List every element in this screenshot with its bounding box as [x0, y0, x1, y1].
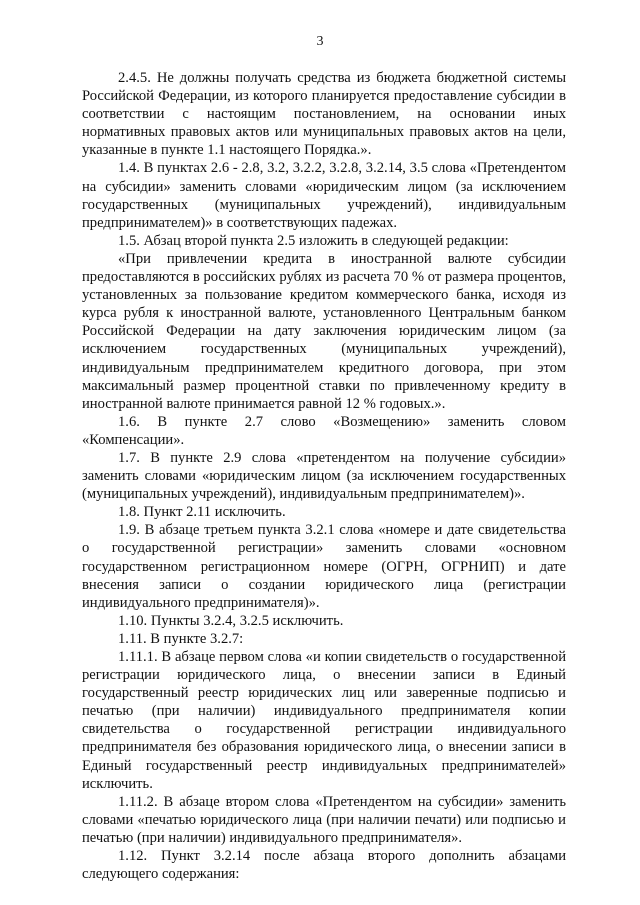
paragraph-1-11-2: 1.11.2. В абзаце втором слова «Претендентом на субсидии» заменить словами «печатью юридического лица (при наличии печати) или подписью и печатью (при наличии) индивидуального предпринимателя». [82, 793, 566, 846]
paragraph-1-6: 1.6. В пункте 2.7 слово «Возмещению» заменить словом «Компенсации». [82, 413, 566, 448]
paragraph-1-9: 1.9. В абзаце третьем пункта 3.2.1 слова «номере и дате свидетельства о государственной регистрации» заменить словами «основном государственном регистрационном номере (ОГРН, ОГРНИП) и дате внесения записи о создании юридического лица (регистрации индивидуального предпринимателя)». [82, 522, 566, 611]
paragraph-1-10: 1.10. Пункты 3.2.4, 3.2.5 исключить. [118, 612, 344, 629]
paragraph-1-7: 1.7. В пункте 2.9 слова «претендентом на получение субсидии» заменить словами «юридическим лицом (за исключением государственных (муниципальных учреждений), индивидуальным предпринимателем)». [82, 449, 566, 503]
paragraph-1-12: 1.12. Пункт 3.2.14 после абзаца второго дополнить абзацами следующего содержания: [82, 848, 566, 883]
paragraph-1-4: 1.4. В пунктах 2.6 - 2.8, 3.2, 3.2.2, 3.2.8, 3.2.14, 3.5 слова «Претендентом на субсидии» заменить словами «юридическим лицом (за исключением государственных (муниципальных учреждений), индивидуальным предпринимателем)» в соответствующих падежах. [82, 160, 566, 231]
paragraph-1-11-1: 1.11.1. В абзаце первом слова «и копии свидетельств о государственной регистрации юридического лица, о внесении записи в Единый государственный реестр юридических лиц или заверенные подписью и печатью (при наличии) индивидуального предпринимателя копии свидетельства о государственной регистрации индивидуального предпринимателя без образования юридического лица, о внесении записи в Единый государственный реестр индивидуальных предпринимателей» исключить. [82, 649, 566, 792]
document-body [82, 69, 566, 883]
page-number: 3 [316, 34, 324, 49]
paragraph-1-8: 1.8. Пункт 2.11 исключить. [118, 504, 286, 521]
paragraph-2-4-5: 2.4.5. Не должны получать средства из бюджета бюджетной системы Российской Федерации, из которого планируется предоставление субсидии в соответствии с настоящим постановлением, на основании иных нормативных правовых актов или муниципальных правовых актов на цели, указанные в пункте 1.1 настоящего Порядка.». [82, 70, 566, 159]
paragraph-1-5-quote: «При привлечении кредита в иностранной валюте субсидии предоставляются в российских рублях из расчета 70 % от размера процентов, установленных за пользование кредитом коммерческого банка, исходя из курса рубля к иностранной валюте, установленного Центральным банком Российской Федерации на дату заключения юридическим лицом (за исключением государственных (муниципальных учреждений), индивидуальным предпринимателем кредитного договора, при этом максимальный размер процентной ставки по привлеченному кредиту в иностранной валюте принимается равной 12 % годовых.». [82, 250, 566, 412]
paragraph-1-11: 1.11. В пункте 3.2.7: [118, 630, 244, 647]
paragraph-1-5: 1.5. Абзац второй пункта 2.5 изложить в следующей редакции: [118, 232, 509, 249]
